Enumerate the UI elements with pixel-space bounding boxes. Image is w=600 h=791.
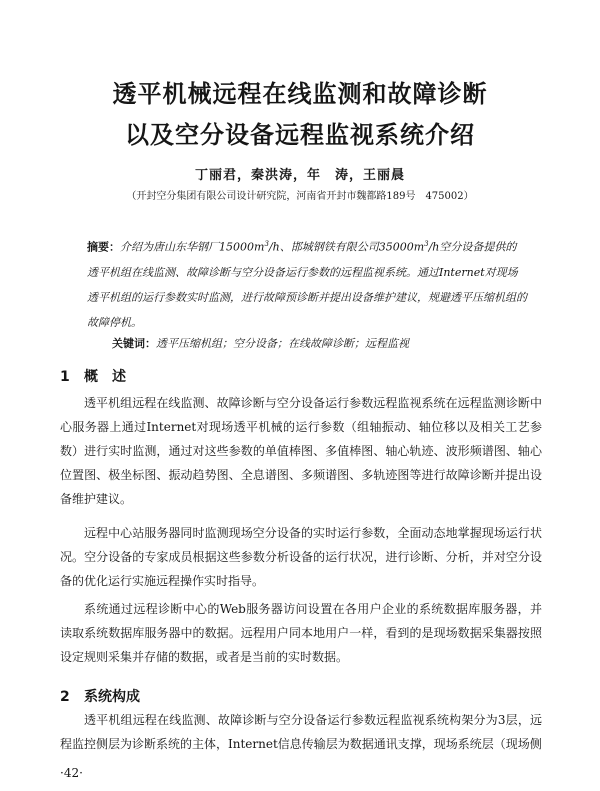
abstract-superscript-2: 3 (424, 240, 429, 248)
abstract-text-2: /h、邯城钢铁有限公司35000m (268, 240, 425, 254)
abstract (87, 232, 527, 335)
keywords-label: 关键词： (112, 337, 156, 350)
section-2-number: 2 (60, 689, 70, 705)
section-1-paragraph-1: 透平机组远程在线监测、故障诊断与空分设备运行参数远程监视系统在远程监测诊断中心服务器上通过Internet对现场透平机械的运行参数（组轴振动、轴位移以及相关工艺参数）进行实时监测，通过对这些参数的单值棒图、多值棒图、轴心轨迹、波形频谱图、轴心位置图、极坐标图、振动趋势图、全息谱图、多频谱图、多轨迹图等进行故障诊断并提出设备维护建议。 (60, 396, 542, 506)
affiliation: （开封空分集团有限公司设计研究院，河南省开封市魏都路189号 475002） (126, 191, 474, 202)
paper-title-line-1: 透平机械远程在线监测和故障诊断 (112, 79, 488, 108)
abstract-text-3: /h空分设备提供的透平机组在线监测、故障诊断与空分设备运行参数的远程监视系统。通过Internet对现场透平机组的运行参数实时监测，进行故障预诊断并提出设备维护建议，规避透平压缩机组的故障停机。 (87, 240, 527, 329)
authors: 丁丽君，秦洪涛，年 涛，王丽晨 (194, 168, 405, 183)
section-1-paragraph-3: 系统通过远程诊断中心的Web服务器访问设置在各用户企业的系统数据库服务器，并读取系统数据库服务器中的数据。远程用户同本地用户一样，看到的是现场数据采集器按照设定规则采集并存储的数据，或者是当前的实时数据。 (60, 602, 542, 664)
page-number: ·42· (60, 766, 83, 780)
section-1-number: 1 (60, 369, 70, 385)
abstract-text-1: 介绍为唐山东华钢厂15000m (120, 240, 265, 254)
section-1-heading (60, 366, 126, 386)
section-1-paragraph-2: 远程中心站服务器同时监测现场空分设备的实时运行参数，全面动态地掌握现场运行状况。空分设备的专家成员根据这些参数分析设备的运行状况，进行诊断、分析，并对空分设备的优化运行实施远程操作实时指导。 (60, 526, 542, 588)
section-2-paragraph-1: 透平机组远程在线监测、故障诊断与空分设备运行参数远程监视系统构架分为3层，远程监控侧层为诊断系统的主体，Internet信息传输层为数据通讯支撑，现场系统层（现场侧 (60, 713, 542, 751)
section-2-heading (60, 686, 140, 706)
abstract-label: 摘要： (87, 240, 120, 254)
abstract-superscript-1: 3 (264, 240, 269, 248)
section-2-title: 系统构成 (84, 689, 140, 705)
section-1-title: 概 述 (84, 369, 126, 385)
keywords (112, 335, 532, 351)
paper-title-line-2: 以及空分设备远程监视系统介绍 (125, 120, 475, 149)
keywords-text: 透平压缩机组；空分设备；在线故障诊断；远程监视 (156, 337, 409, 350)
